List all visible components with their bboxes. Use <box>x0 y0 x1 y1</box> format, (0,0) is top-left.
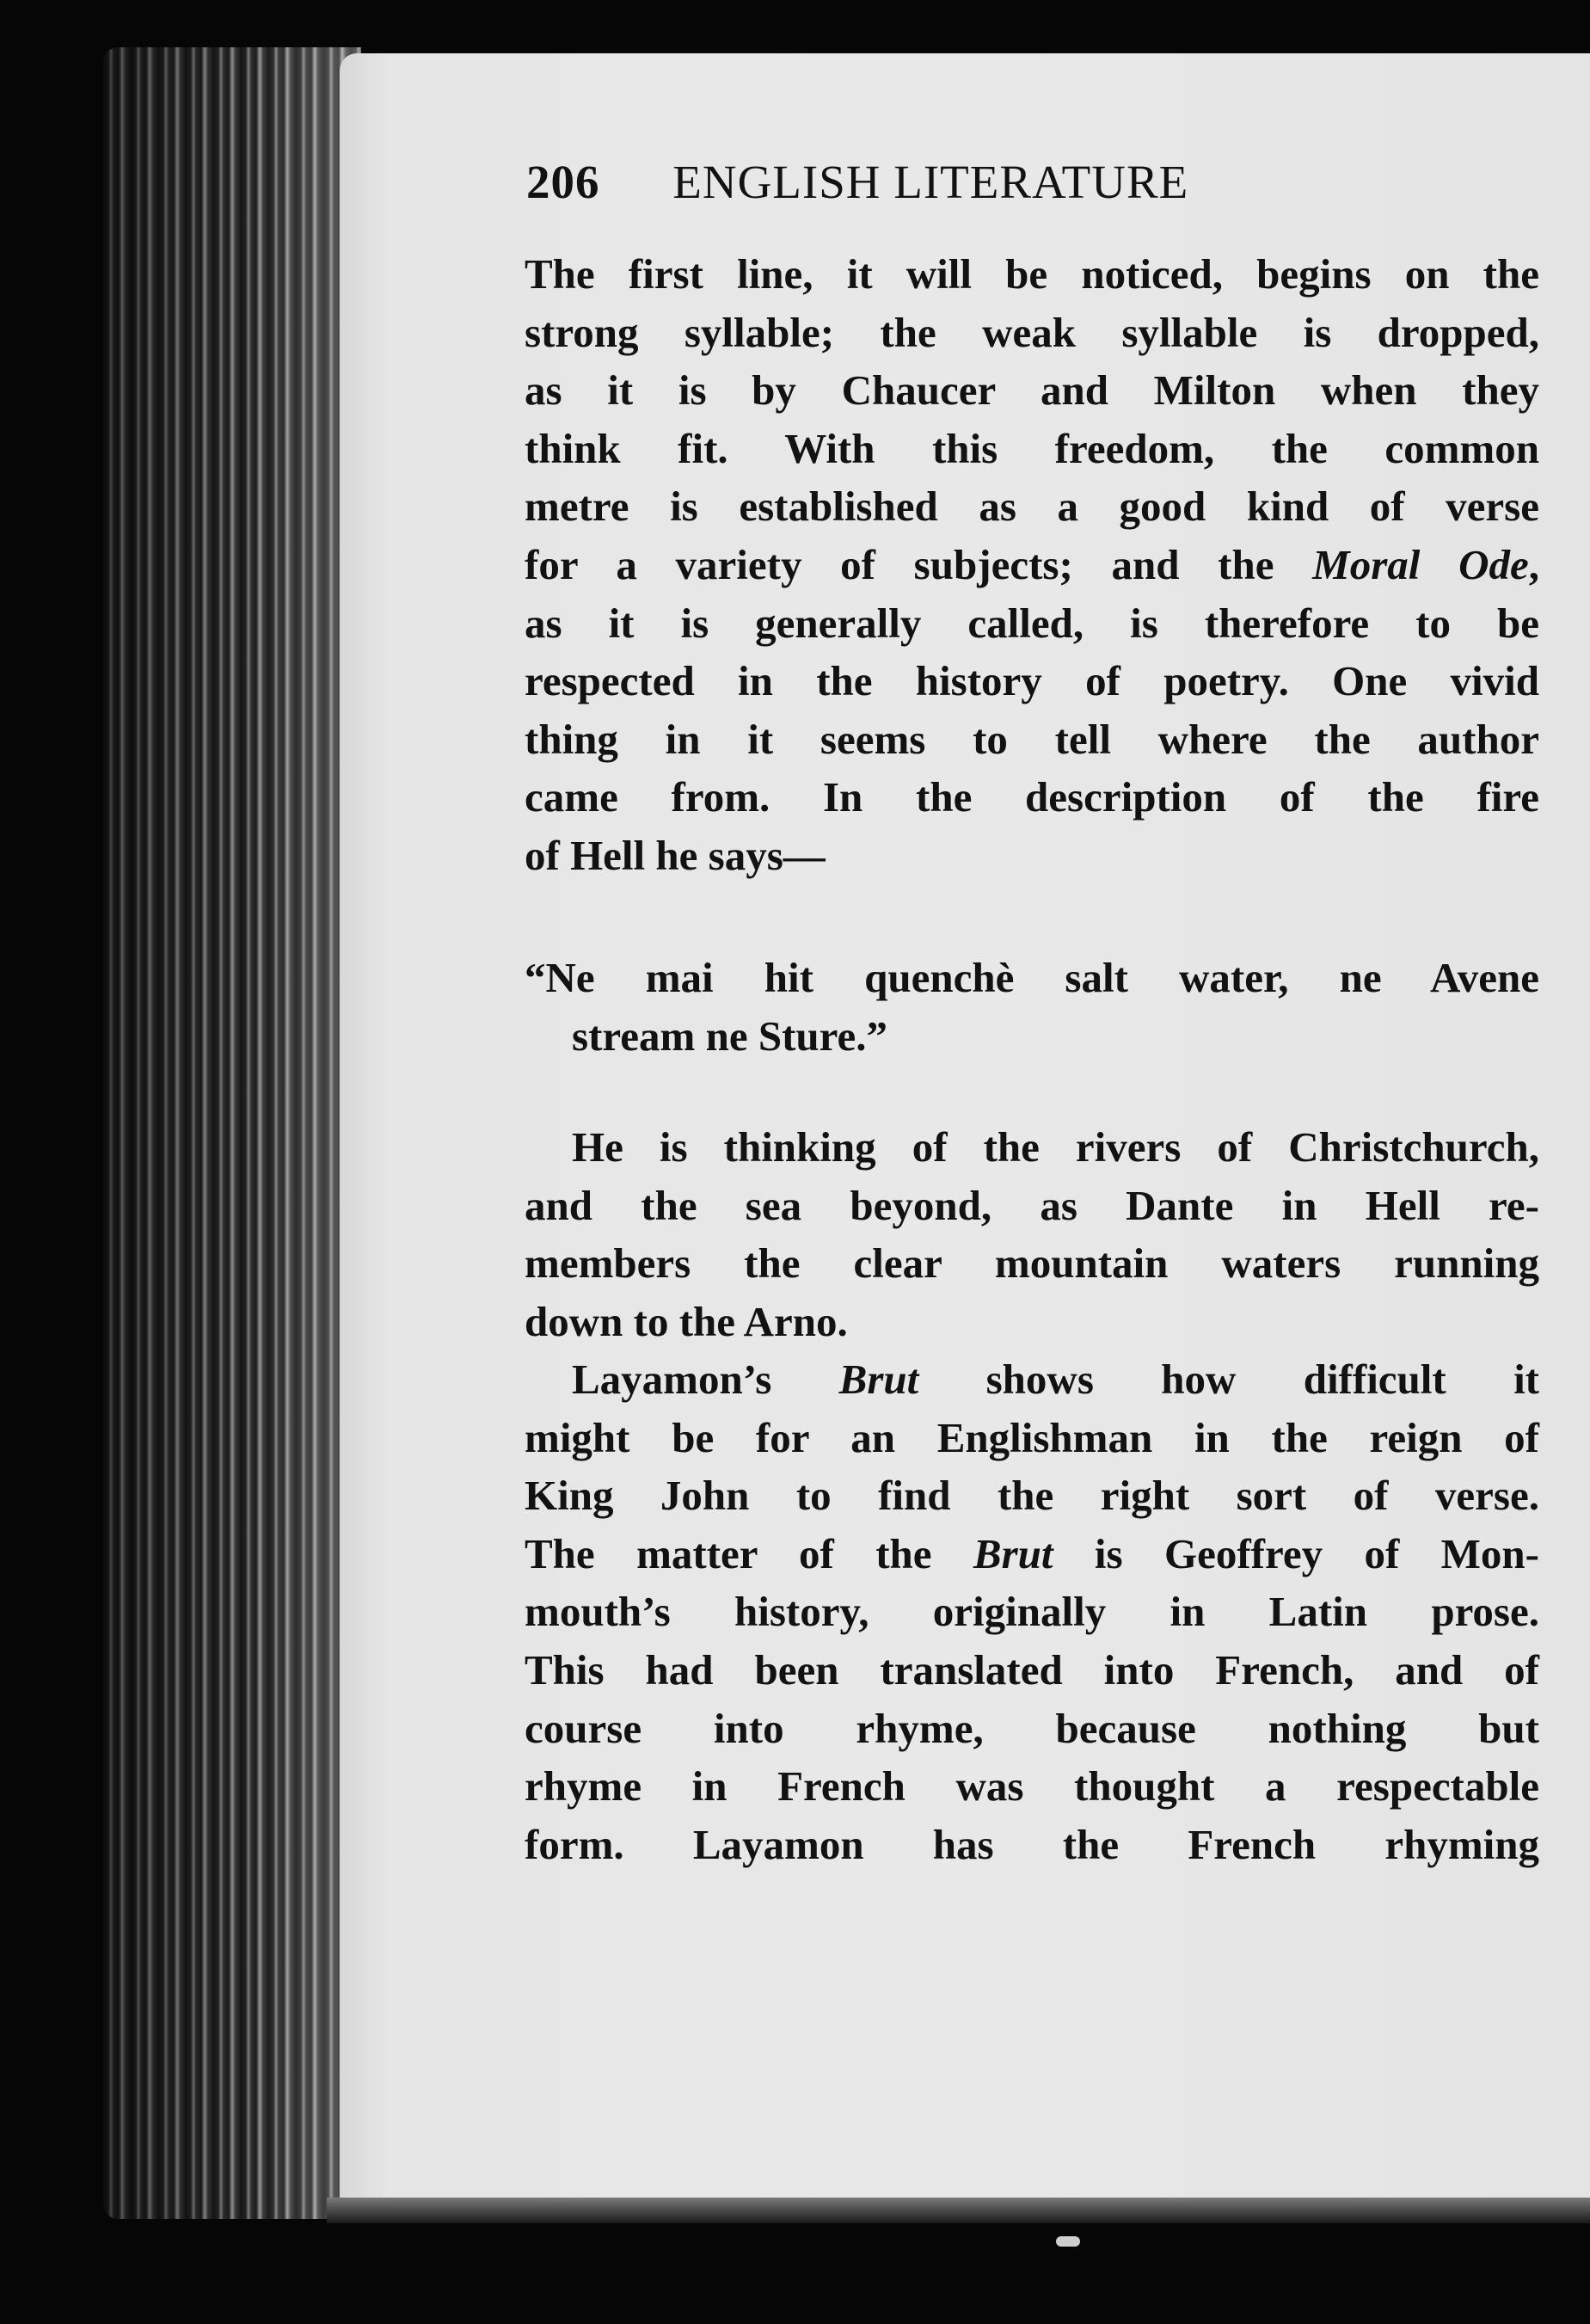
book-page-edges <box>103 47 361 2219</box>
text-line: might be for an Englishman in the reign of <box>525 1413 1539 1461</box>
page-bottom-edge <box>327 2198 1590 2223</box>
text-segment: , <box>1528 540 1539 588</box>
quote-line-2: stream ne Sture.” <box>572 1011 887 1060</box>
text-line <box>525 1525 1539 1583</box>
text-segment: Layamon’s <box>572 1356 839 1403</box>
verse-quotation <box>525 953 1539 1069</box>
text-line: form. Layamon has the French rhyming <box>525 1820 1539 1868</box>
text-line: as it is by Chaucer and Milton when they <box>525 366 1539 415</box>
paragraph-1 <box>525 245 1539 885</box>
text-line <box>525 536 1539 594</box>
text-line <box>525 1350 1539 1409</box>
paragraph-3 <box>525 1350 1539 1873</box>
text-line: think fit. With this freedom, the common <box>525 424 1539 472</box>
italic-title-brut: Brut <box>973 1529 1053 1577</box>
text-line: down to the Arno. <box>525 1297 848 1345</box>
running-head: ENGLISH LITERATURE <box>672 156 1189 208</box>
text-line: The first line, it will be noticed, begins on the <box>525 250 1539 298</box>
text-line: respected in the history of poetry. One vivid <box>525 657 1539 705</box>
paragraph-2 <box>525 1118 1539 1350</box>
text-line: rhyme in French was thought a respectable <box>525 1762 1539 1811</box>
text-line: members the clear mountain waters running <box>525 1239 1539 1288</box>
italic-title-brut: Brut <box>838 1356 919 1403</box>
page-number: 206 <box>526 156 600 208</box>
text-line: thing in it seems to tell where the author <box>525 715 1539 763</box>
text-line: and the sea beyond, as Dante in Hell re- <box>525 1181 1539 1229</box>
page-header <box>526 155 1386 209</box>
text-line: He is thinking of the rivers of Christchurch, <box>572 1123 1539 1171</box>
italic-title-moral-ode: Moral Ode <box>1312 540 1529 588</box>
text-line: course into rhyme, because nothing but <box>525 1704 1539 1752</box>
text-line: as it is generally called, is therefore to be <box>525 599 1539 647</box>
text-line: strong syllable; the weak syllable is dropped, <box>525 308 1539 356</box>
text-line: King John to find the right sort of verse. <box>525 1472 1539 1520</box>
text-segment: shows how difficult it <box>918 1356 1539 1403</box>
text-line: mouth’s history, originally in Latin prose. <box>525 1588 1539 1636</box>
scan-speck <box>1056 2236 1080 2247</box>
text-segment: for a variety of subjects; and the <box>525 540 1313 588</box>
quote-line-1: “Ne mai hit quenchè salt water, ne Avene <box>525 954 1539 1001</box>
text-line: metre is established as a good kind of verse <box>525 483 1539 531</box>
text-segment: is Geoffrey of Mon- <box>1053 1529 1539 1577</box>
text-segment: The matter of the <box>525 1529 973 1577</box>
text-line: came from. In the description of the fire <box>525 773 1539 821</box>
text-line: of Hell he says— <box>525 831 826 879</box>
text-line: This had been translated into French, and of <box>525 1645 1539 1694</box>
